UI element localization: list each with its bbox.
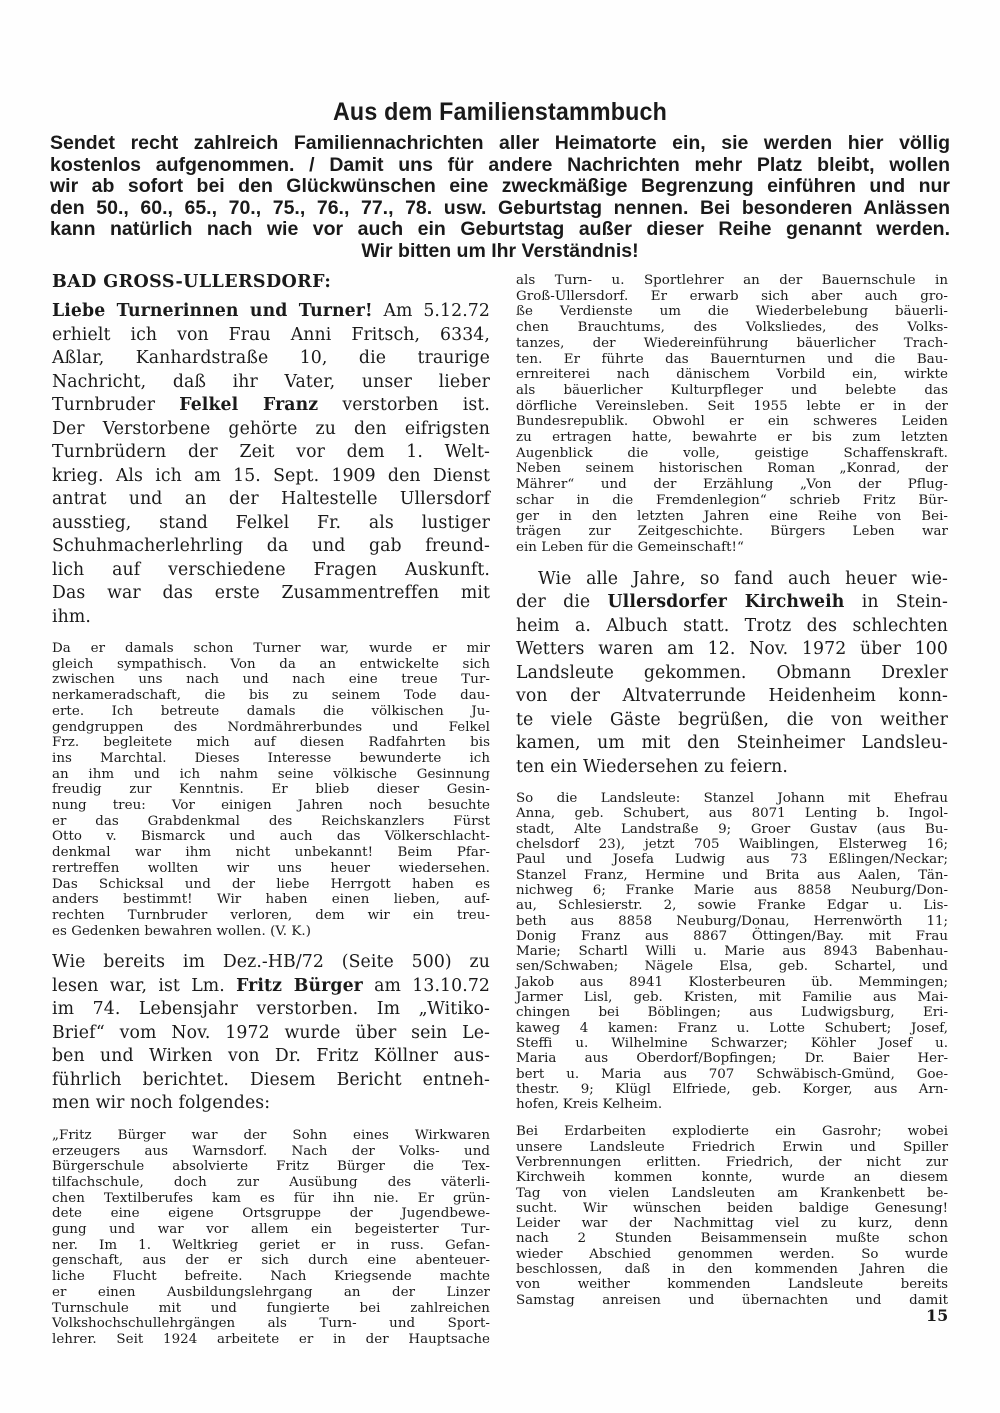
text-line: Mährer“ und der Erzählung „Von der Pflug- bbox=[516, 477, 948, 493]
text-line: Bundesrepublik. Obwohl er ein schweres Leiden bbox=[516, 414, 948, 430]
event-name: Ullersdorfer Kirchweih bbox=[607, 592, 845, 613]
text-line: anders bestimmt! Wir haben einen lieben, auf- bbox=[52, 892, 490, 908]
text-line: hofen, Kreis Kelheim. bbox=[516, 1097, 663, 1113]
text-line: Neben seinem historischen Roman „Konrad, der bbox=[516, 461, 948, 477]
section-heading-bad-gross-ullersdorf: BAD GROSS-ULLERSDORF: bbox=[52, 272, 332, 292]
text-line: antrat und an der Haltestelle Ullersdorf bbox=[52, 489, 490, 509]
text-line: rertreffen wollten wir uns heuer wiedersehen. bbox=[52, 860, 490, 876]
page-number: 15 bbox=[926, 1306, 949, 1325]
text-line: tanzes, der Wiedereinführung bäuerlicher Trach- bbox=[516, 335, 948, 351]
obituary-fritz-buerger bbox=[52, 951, 490, 1116]
text-line: im 74. Lebensjahr verstorben. Im „Witiko- bbox=[52, 999, 490, 1020]
text-line: Steffi u. Wilhelmine Schwarzer; Köhler Josef u. bbox=[516, 1035, 948, 1051]
text-line: chen Brauchtums, des Volksliedes, des Volks- bbox=[516, 320, 948, 336]
text-line: Frz. begleitete mich auf diesen Radfahrten bis bbox=[52, 735, 490, 751]
attendees-list bbox=[516, 791, 948, 1112]
text-line: nung treu: Vor einigen Jahren noch besuchte bbox=[52, 798, 490, 814]
text-line: genschaft, aus der er sich durch eine abenteuer- bbox=[52, 1253, 490, 1269]
deceased-name: Fritz Bürger bbox=[236, 975, 363, 996]
text-line: Der Verstorbene gehörte zu den eifrigsten bbox=[52, 418, 490, 439]
text-line: Landsleute gekommen. Obmann Drexler bbox=[516, 662, 948, 683]
text-line: trägen zur Zeitgeschichte. Bürgers Leben war bbox=[516, 524, 948, 540]
text-line: Liebe Turnerinnen und Turner! Am 5.12.72 bbox=[52, 301, 491, 321]
text-line: gendgruppen des Nordmährerbundes und Felkel bbox=[52, 719, 490, 735]
text-line: kaweg 4 kamen: Franz u. Lotte Schubert; Josef, bbox=[516, 1020, 948, 1036]
text-line: Maria aus Oberdorf/Bopfingen; Dr. Baier Her- bbox=[516, 1051, 948, 1067]
text-line: er das Grabdenkmal des Reichskanzlers Fürst bbox=[52, 813, 490, 829]
text-line: er einen Ausbildungslehrgang an der Linzer bbox=[52, 1284, 490, 1300]
text-line: als Turn- u. Sportlehrer an der Bauernschule in bbox=[516, 273, 948, 288]
text-line: Wie alle Jahre, so fand auch heuer wie- bbox=[538, 568, 948, 589]
text-line: rechten Turnbruder verloren, dem wir ein treu- bbox=[52, 907, 490, 923]
text-line: ner. Im 1. Weltkrieg geriet er in russ. Gefan- bbox=[52, 1237, 490, 1253]
text-line: Das Schicksal und der liebe Herrgott haben es bbox=[52, 876, 490, 892]
text-line: Turnschule mit und fungierte bei zahlreichen bbox=[52, 1300, 490, 1316]
text-line: ausstieg, stand Felkel Fr. als lustiger bbox=[52, 512, 490, 533]
text-line: Paul und Josefa Ludwig aus 73 Eßlingen/Neckar; bbox=[516, 852, 948, 868]
text-line: thestr. 9; Klügl Elfriede, geb. Korger, aus Arn- bbox=[516, 1081, 948, 1097]
text-line: denkmal war ihm nicht unbekannt! Beim Pfar- bbox=[52, 845, 490, 861]
text-line: erte. Ich betreute damals die völkischen Ju- bbox=[52, 703, 490, 719]
text-line: Anna, geb. Schubert, aus 8071 Lenting b. Ingol- bbox=[516, 806, 948, 822]
text-line: Kirchweih kommen konnte, wurde an diesem bbox=[516, 1170, 948, 1186]
kirchweih-report bbox=[516, 568, 948, 780]
text-line: freudig zur Kenntnis. Er blieb dieser Gesin- bbox=[52, 782, 490, 798]
text-line: Turnbruder Felkel Franz verstorben ist. bbox=[52, 395, 490, 415]
text-line: Tag von vielen Landsleuten am Krankenbett be- bbox=[516, 1185, 948, 1201]
quoted-report bbox=[52, 1128, 490, 1348]
text-line: Wetters waren am 12. Nov. 1972 über 100 bbox=[516, 639, 948, 660]
text-line: wieder Abschied genommen werden. So wurde bbox=[516, 1246, 948, 1262]
text-line: beth aus 8858 Neuburg/Donau, Herrenwörth 11; bbox=[516, 913, 948, 929]
text-line: Das war das erste Zusammentreffen mit bbox=[52, 583, 490, 603]
intro-line: kann natürlich nach wie vor auch ein Geburtstag außer dieser Reihe genannt werden. bbox=[50, 218, 950, 241]
intro-line: Sendet recht zahlreich Familiennachrichten aller Heimatorte ein, sie werden hier völlig bbox=[50, 132, 950, 154]
text-line: chen Textilberufes kam es für ihn nie. Er grün- bbox=[52, 1190, 490, 1206]
deceased-name: Felkel Franz bbox=[179, 395, 319, 415]
text-line: bert u. Maria aus 707 Schwäbisch-Gmünd, Goe- bbox=[516, 1066, 948, 1082]
text-line: gung und war vor allem ein begeisterter Tur- bbox=[52, 1222, 490, 1238]
text-line: Groß-Ullersdorf. Er erwarb sich aber auch gro- bbox=[516, 288, 948, 304]
text-line: Jakob aus 8941 Klosterbeuren üb. Memmingen; bbox=[516, 974, 948, 990]
gas-explosion-report bbox=[516, 1124, 948, 1308]
text-line: ihm. bbox=[52, 606, 91, 627]
text-line: ße Verdienste um die Wiederbelebung bäuerli- bbox=[516, 304, 948, 320]
text-line: Leider war der Nachmittag viel zu kurz, denn bbox=[516, 1216, 948, 1232]
text-line: So die Landsleute: Stanzel Johann mit Ehefrau bbox=[516, 791, 948, 807]
text-line: der die Ullersdorfer Kirchweih in Stein- bbox=[516, 592, 948, 613]
intro-line: kostenlos aufgenommen. / Damit uns für andere Nachrichten mehr Platz bleibt, wollen bbox=[50, 153, 950, 176]
text-line: von der Altvaterrunde Heidenheim konn- bbox=[516, 686, 948, 707]
text-line: liche Flucht befreite. Nach Kriegsende machte bbox=[52, 1269, 490, 1285]
text-line: erzeugers aus Warnsdorf. Nach der Volks- und bbox=[52, 1143, 490, 1159]
text-line: von weither kommenden Landsleute bereits bbox=[516, 1277, 948, 1293]
salutation: Liebe Turnerinnen und Turner! bbox=[52, 301, 373, 321]
intro-line: den 50., 60., 65., 70., 75., 76., 77., 78. usw. Geburtstag nennen. Bei besonderen Anlässen bbox=[50, 196, 950, 219]
text-line: Aßlar, Kanhardstraße 10, die traurige bbox=[52, 348, 490, 368]
text-line: es Gedenken bewahren wollen. (V. K.) bbox=[52, 923, 311, 939]
text-line: ger in den letzten Jahren eine Reihe von Bei- bbox=[516, 508, 948, 524]
text-line: Turnbrüdern der Zeit vor dem 1. Welt- bbox=[52, 442, 490, 462]
text-line: lich auf verschiedene Fragen Auskunft. bbox=[52, 559, 490, 580]
text-line: sucht. Wir wünschen beiden baldige Genesung! bbox=[516, 1200, 948, 1216]
text-line: men wir noch folgendes: bbox=[52, 1093, 271, 1114]
text-line: Augenblick die volle, geistige Schaffenskraft. bbox=[516, 445, 948, 461]
text-line: sen/Schwaben; Nägele Elsa, geb. Schartel, und bbox=[516, 959, 948, 975]
page-title: Aus dem Familienstammbuch bbox=[332, 98, 668, 126]
text-line: Brief“ vom Nov. 1972 wurde über sein Le- bbox=[52, 1022, 490, 1043]
quoted-report-continued bbox=[516, 273, 948, 556]
text-line: zwischen uns nach und nach eine treue Tur- bbox=[52, 672, 490, 688]
text-line: Schuhmacherlehrling da und gab freund- bbox=[52, 536, 490, 556]
obituary-continued bbox=[52, 641, 490, 939]
text-line: dete eine eigene Ortsgruppe der Jugendbewe- bbox=[52, 1206, 490, 1222]
text-line: nichweg 6; Franke Marie aus 8858 Neuburg/Don- bbox=[516, 882, 948, 898]
intro-closing-line: Wir bitten um Ihr Verständnis! bbox=[361, 239, 639, 262]
text-line: erhielt ich von Frau Anni Fritsch, 6334, bbox=[52, 324, 490, 345]
right-column bbox=[516, 273, 948, 1308]
text-line: lesen war, ist Lm. Fritz Bürger am 13.10.72 bbox=[52, 975, 491, 996]
text-line: ten. Er führte das Bauernturnen und die Bau- bbox=[516, 351, 948, 367]
text-line: Volkshochschullehrgängen als Turn- und Sport- bbox=[52, 1316, 490, 1332]
text-line: nerkameradschaft, die bis zu seinem Tode dau- bbox=[52, 688, 490, 704]
text-line: ben und Wirken von Dr. Fritz Köllner aus- bbox=[52, 1046, 490, 1067]
text-line: an ihm und ich nahm seine völkische Gesinnung bbox=[52, 766, 490, 782]
text-line: ein Leben für die Gemeinschaft!“ bbox=[516, 539, 744, 555]
text-line: Verbrennungen erlitten. Friedrich, der nicht zur bbox=[516, 1154, 948, 1170]
text-line: Donig Franz aus 8867 Öttingen/Bay. mit Frau bbox=[516, 928, 948, 944]
text-line: Jarmer Lisl, geb. Kristen, mit Familie aus Mai- bbox=[516, 990, 948, 1006]
text-line: „Fritz Bürger war der Sohn eines Wirkwaren bbox=[52, 1127, 490, 1143]
text-line: beschlossen, daß in den kommenden Jahren die bbox=[516, 1262, 948, 1278]
text-line: ten ein Wiedersehen zu feiern. bbox=[516, 756, 788, 777]
obituary-felkel-franz bbox=[52, 300, 490, 629]
text-line: chelsdorf 23), jetzt 705 Waiblingen, Elsterweg 16; bbox=[516, 837, 948, 853]
text-line: ernreiterei nach dänischem Vorbild ein, wirkte bbox=[516, 367, 948, 383]
text-line: führlich berichtet. Diesem Bericht entneh- bbox=[52, 1069, 490, 1090]
text-line: Stanzel Franz, Hermine und Brita aus Aalen, Tän- bbox=[516, 867, 948, 883]
text-line: heim a. Albuch statt. Trotz des schlechten bbox=[516, 615, 948, 636]
text-line: krieg. Als ich am 15. Sept. 1909 den Dienst bbox=[52, 465, 490, 486]
text-line: Nachricht, daß ihr Vater, unser lieber bbox=[52, 371, 490, 392]
text-line: ins Marchtal. Dieses Interesse bewunderte ich bbox=[52, 750, 490, 766]
text-line: unsere Landsleute Friedrich Erwin und Spiller bbox=[516, 1139, 948, 1155]
text-line: Bürgerschule absolvierte Fritz Bürger die Tex- bbox=[52, 1159, 490, 1175]
text-line: Samstag anreisen und übernachten und damit bbox=[516, 1292, 948, 1308]
text-line: chingen bei Böblingen; aus Ludwigsburg, Eri- bbox=[516, 1005, 948, 1021]
intro-notice bbox=[50, 133, 950, 263]
intro-line: wir ab sofort bei den Glückwünschen eine zweckmäßige Begrenzung einführen und nur bbox=[50, 175, 950, 198]
text-line: gleich sympathisch. Von da an entwickelte sich bbox=[52, 656, 490, 672]
text-line: Bei Erdarbeiten explodierte ein Gasrohr; wobei bbox=[516, 1124, 948, 1140]
text-line: Wie bereits im Dez.-HB/72 (Seite 500) zu bbox=[52, 952, 490, 973]
text-line: au, Schlesierstr. 2, sowie Franke Edgar u. Lis- bbox=[516, 898, 948, 914]
text-line: zu ertragen hatte, bewahrte er bis zum letzten bbox=[516, 430, 948, 446]
text-line: als bäuerlicher Kulturpfleger und belebte das bbox=[516, 382, 948, 398]
text-line: stadt, Alte Landstraße 9; Groer Gustav (aus Bu- bbox=[516, 821, 948, 837]
text-line: Marie; Schartl Willi u. Marie aus 8943 Babenhau- bbox=[516, 944, 948, 960]
text-line: schar in die Fremdenlegion“ schrieb Fritz Bür- bbox=[516, 492, 948, 508]
text-line: Otto v. Bismarck und auch das Völkerschlacht- bbox=[52, 829, 490, 845]
text-line: te viele Gäste begrüßen, die von weither bbox=[516, 709, 948, 730]
text-line: dörfliche Vereinsleben. Seit 1955 lebte er in der bbox=[516, 398, 948, 414]
text-line: kamen, um mit den Steinheimer Landsleu- bbox=[516, 733, 948, 754]
left-column bbox=[52, 270, 490, 1348]
text-line: nach 2 Stunden Beisammensein mußte schon bbox=[516, 1231, 948, 1247]
text-line: lehrer. Seit 1924 arbeitete er in der Hauptsache bbox=[52, 1332, 490, 1347]
text-line: Da er damals schon Turner war, wurde er mir bbox=[52, 641, 490, 656]
text-line: tilfachschule, doch zur Ausübung des väterli- bbox=[52, 1174, 490, 1190]
